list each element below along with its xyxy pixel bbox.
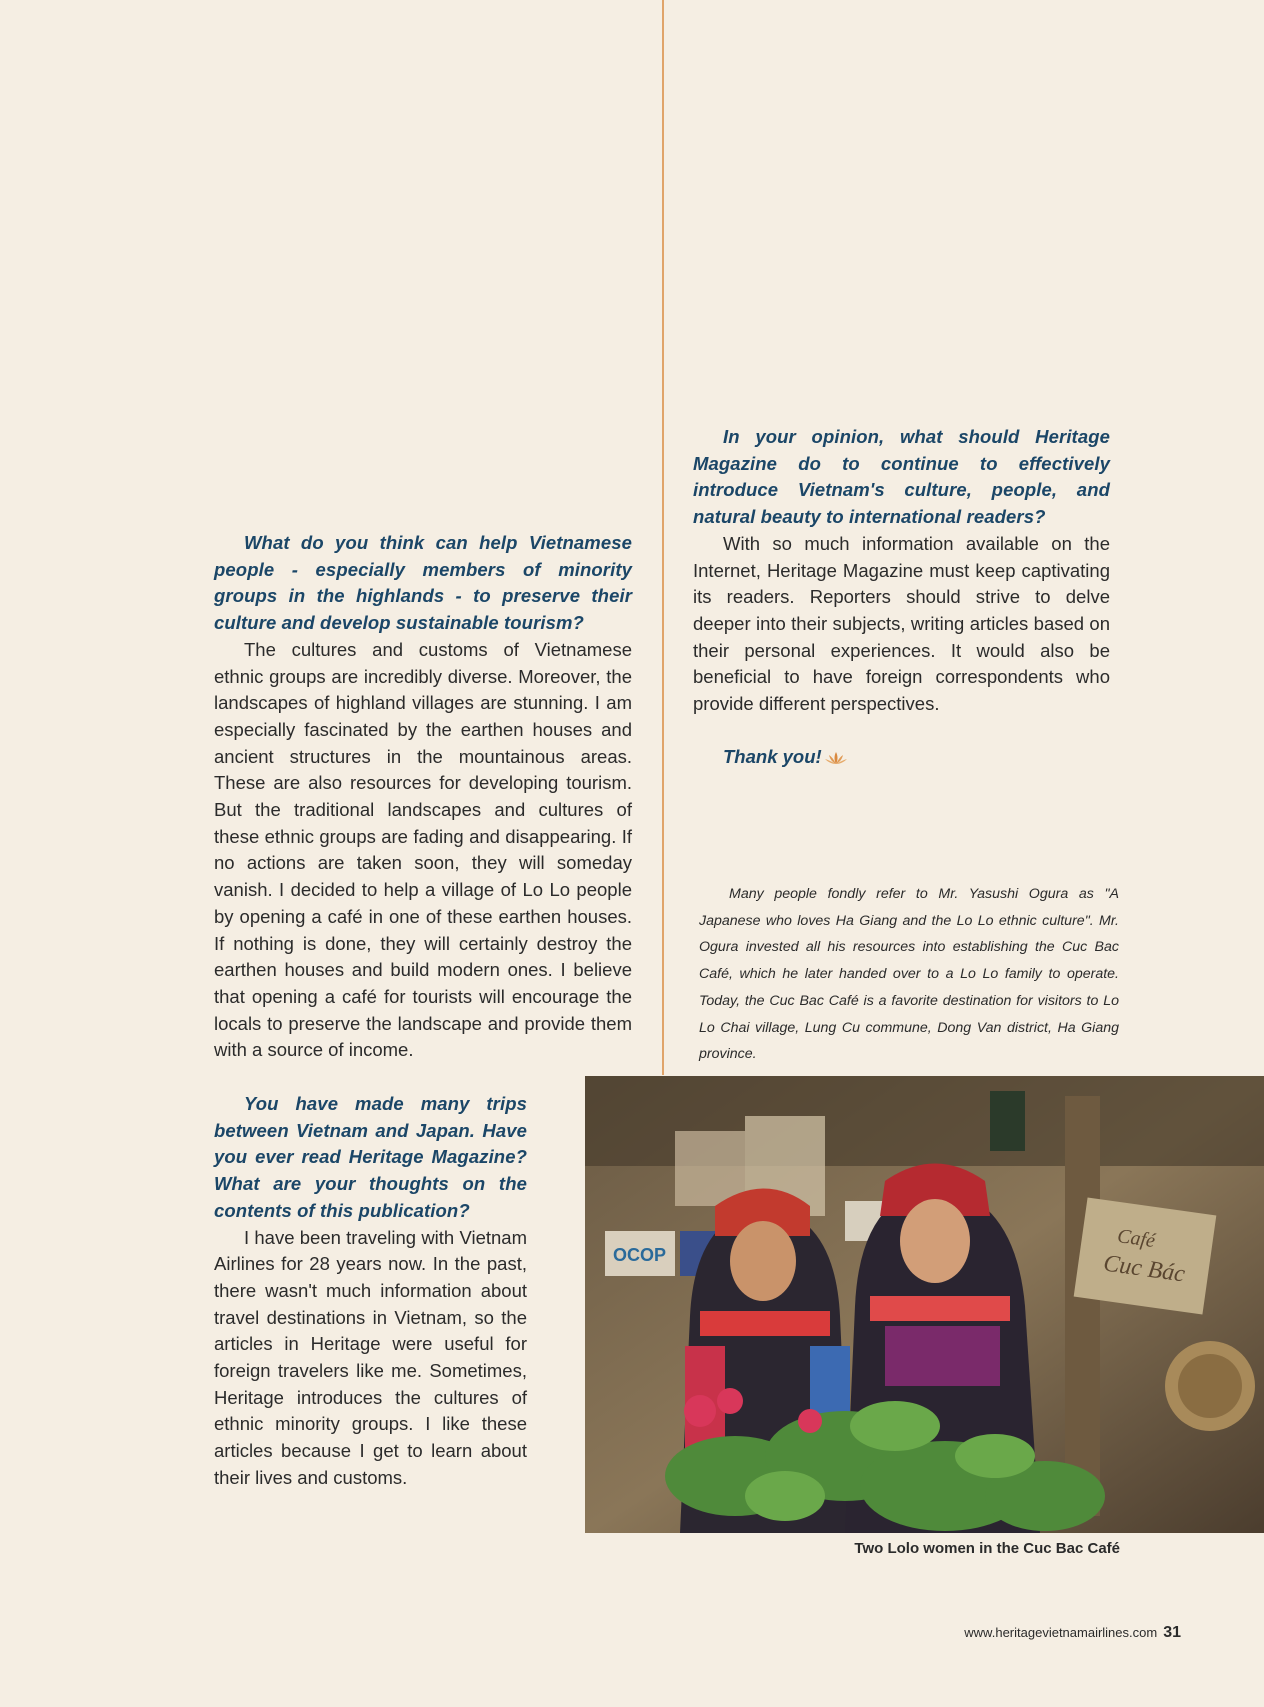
answer-2: I have been traveling with Vietnam Airlines for 28 years now. In the past, there wasn't much information about travel destinations in Vietnam, so the articles in Heritage were useful for foreign travelers like me. Sometimes, Heritage introduces the cultures of ethnic minority groups. I like these articles because I get to learn about their lives and customs. (214, 1226, 527, 1488)
thank-you-line (723, 744, 1110, 771)
cuc-bac-sign: Cuc Bác (1101, 1250, 1187, 1288)
question-2: You have made many trips between Vietnam and Japan. Have you ever read Heritage Magazine? What are your thoughts on the contents of this publication? (214, 1093, 527, 1221)
ocop-sign: OCOP (613, 1245, 667, 1265)
answer-3: With so much information available on the Internet, Heritage Magazine must keep captivating its readers. Reporters should strive to delve deeper into their subjects, writing articles based on their personal experiences. It would also be beneficial to have foreign correspondents who provide different perspectives. (693, 532, 1110, 715)
cafe-sign: Café (1115, 1225, 1157, 1253)
page-number: 31 (1163, 1624, 1181, 1641)
photo-illustration (585, 1076, 1264, 1533)
column-divider (662, 0, 664, 1075)
page-footer (964, 1624, 1181, 1642)
question-1: What do you think can help Vietnamese people - especially members of minority groups in the highlands - to preserve their culture and develop sustainable tourism? (214, 532, 632, 634)
question-3: In your opinion, what should Heritage Magazine do to continue to effectively introduce Vietnam's culture, people, and natural beauty to international readers? (693, 426, 1110, 528)
photo-caption: Two Lolo women in the Cuc Bac Café (854, 1540, 1120, 1557)
answer-1: The cultures and customs of Vietnamese ethnic groups are incredibly diverse. Moreover, the landscapes of highland villages are stunning. I am especially fascinated by the earthen houses and ancient structures in the mountainous areas. These are also resources for developing tourism. But the traditional landscapes and cultures of these ethnic groups are fading and disappearing. If no actions are taken soon, they will someday vanish. I decided to help a village of Lo Lo people by opening a café in one of these earthen houses. If nothing is done, they will certainly destroy the earthen houses and build modern ones. I believe that opening a café for tourists will encourage the locals to preserve the landscape and provide them with a source of income. (214, 638, 632, 1061)
left-column-lower (214, 1091, 527, 1492)
photo-lolo-women (585, 1076, 1264, 1533)
right-column (693, 424, 1110, 770)
sidebar-note: Many people fondly refer to Mr. Yasushi Ogura as "A Japanese who loves Ha Giang and the Lo Lo ethnic culture". Mr. Ogura invested all his resources into establishing the Cuc Bac Café, which he later handed over to a Lo Lo family to operate. Today, the Cuc Bac Café is a favorite destination for visitors to Lo Lo Chai village, Lung Cu commune, Dong Van district, Ha Giang province. (699, 886, 1119, 1063)
footer-url: www.heritagevietnamairlines.com (964, 1625, 1158, 1640)
left-column (214, 530, 632, 1064)
thank-you-text: Thank you! (723, 745, 822, 767)
lotus-icon (824, 750, 848, 766)
